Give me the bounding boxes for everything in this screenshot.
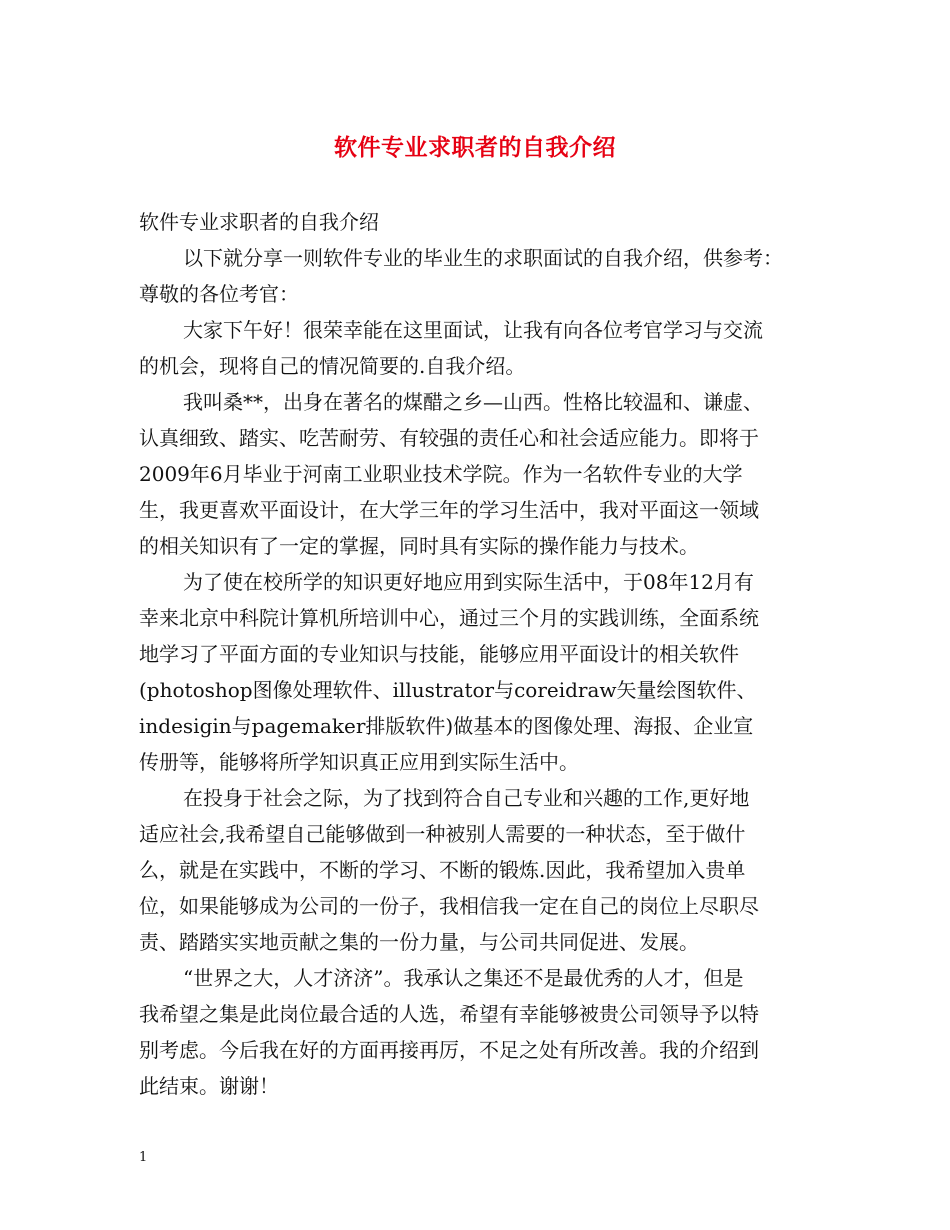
body-line: 我叫桑**，出身在著名的煤醋之乡—山西。性格比较温和、谦虚、 [183, 390, 763, 414]
body-line: 尊敬的各位考官： [139, 282, 299, 306]
body-line: indesigin与pagemaker排版软件)做基本的图像处理、海报、企业宣 [139, 714, 754, 738]
body-line: 别考虑。今后我在好的方面再接再厉，不足之处有所改善。我的介绍到 [139, 1038, 759, 1062]
body-line: 大家下午好！很荣幸能在这里面试，让我有向各位考官学习与交流 [183, 318, 763, 342]
body-line: 软件专业求职者的自我介绍 [139, 210, 379, 234]
body-line: 以下就分享一则软件专业的毕业生的求职面试的自我介绍，供参考： [183, 246, 783, 270]
body-line: 我希望之集是此岗位最合适的人选，希望有幸能够被贵公司领导予以特 [139, 1002, 759, 1026]
body-line: 么，就是在实践中，不断的学习、不断的锻炼.因此，我希望加入贵单 [139, 858, 746, 882]
body-line: 2009年6月毕业于河南工业职业技术学院。作为一名软件专业的大学 [139, 462, 743, 486]
body-line: 传册等，能够将所学知识真正应用到实际生活中。 [139, 750, 579, 774]
body-line: 在投身于社会之际，为了找到符合自己专业和兴趣的工作,更好地 [183, 786, 750, 810]
body-line: 的相关知识有了一定的掌握，同时具有实际的操作能力与技术。 [139, 534, 699, 558]
body-line: 生，我更喜欢平面设计，在大学三年的学习生活中，我对平面这一领域 [139, 498, 759, 522]
body-line: 为了使在校所学的知识更好地应用到实际生活中，于08年12月有 [183, 570, 754, 594]
body-line: 地学习了平面方面的专业知识与技能，能够应用平面设计的相关软件 [139, 642, 739, 666]
document-title: 软件专业求职者的自我介绍 [334, 134, 616, 161]
body-line: “世界之大，人才济济”。我承认之集还不是最优秀的人才，但是 [183, 966, 744, 990]
body-line: 位，如果能够成为公司的一份子，我相信我一定在自己的岗位上尽职尽 [139, 894, 759, 918]
body-line: 认真细致、踏实、吃苦耐劳、有较强的责任心和社会适应能力。即将于 [139, 426, 759, 450]
body-line: 此结束。谢谢！ [139, 1074, 279, 1098]
body-line: 责、踏踏实实地贡献之集的一份力量，与公司共同促进、发展。 [139, 930, 699, 954]
document-body [139, 204, 839, 1104]
body-line: 适应社会,我希望自己能够做到一种被别人需要的一种状态，至于做什 [139, 822, 746, 846]
body-line: 的机会，现将自己的情况简要的.自我介绍。 [139, 354, 526, 378]
body-line: 幸来北京中科院计算机所培训中心，通过三个月的实践训练，全面系统 [139, 606, 759, 630]
body-line: (photoshop图像处理软件、illustrator与coreidraw矢量绘图软件、 [139, 678, 757, 702]
page-number: 1 [139, 1150, 148, 1165]
